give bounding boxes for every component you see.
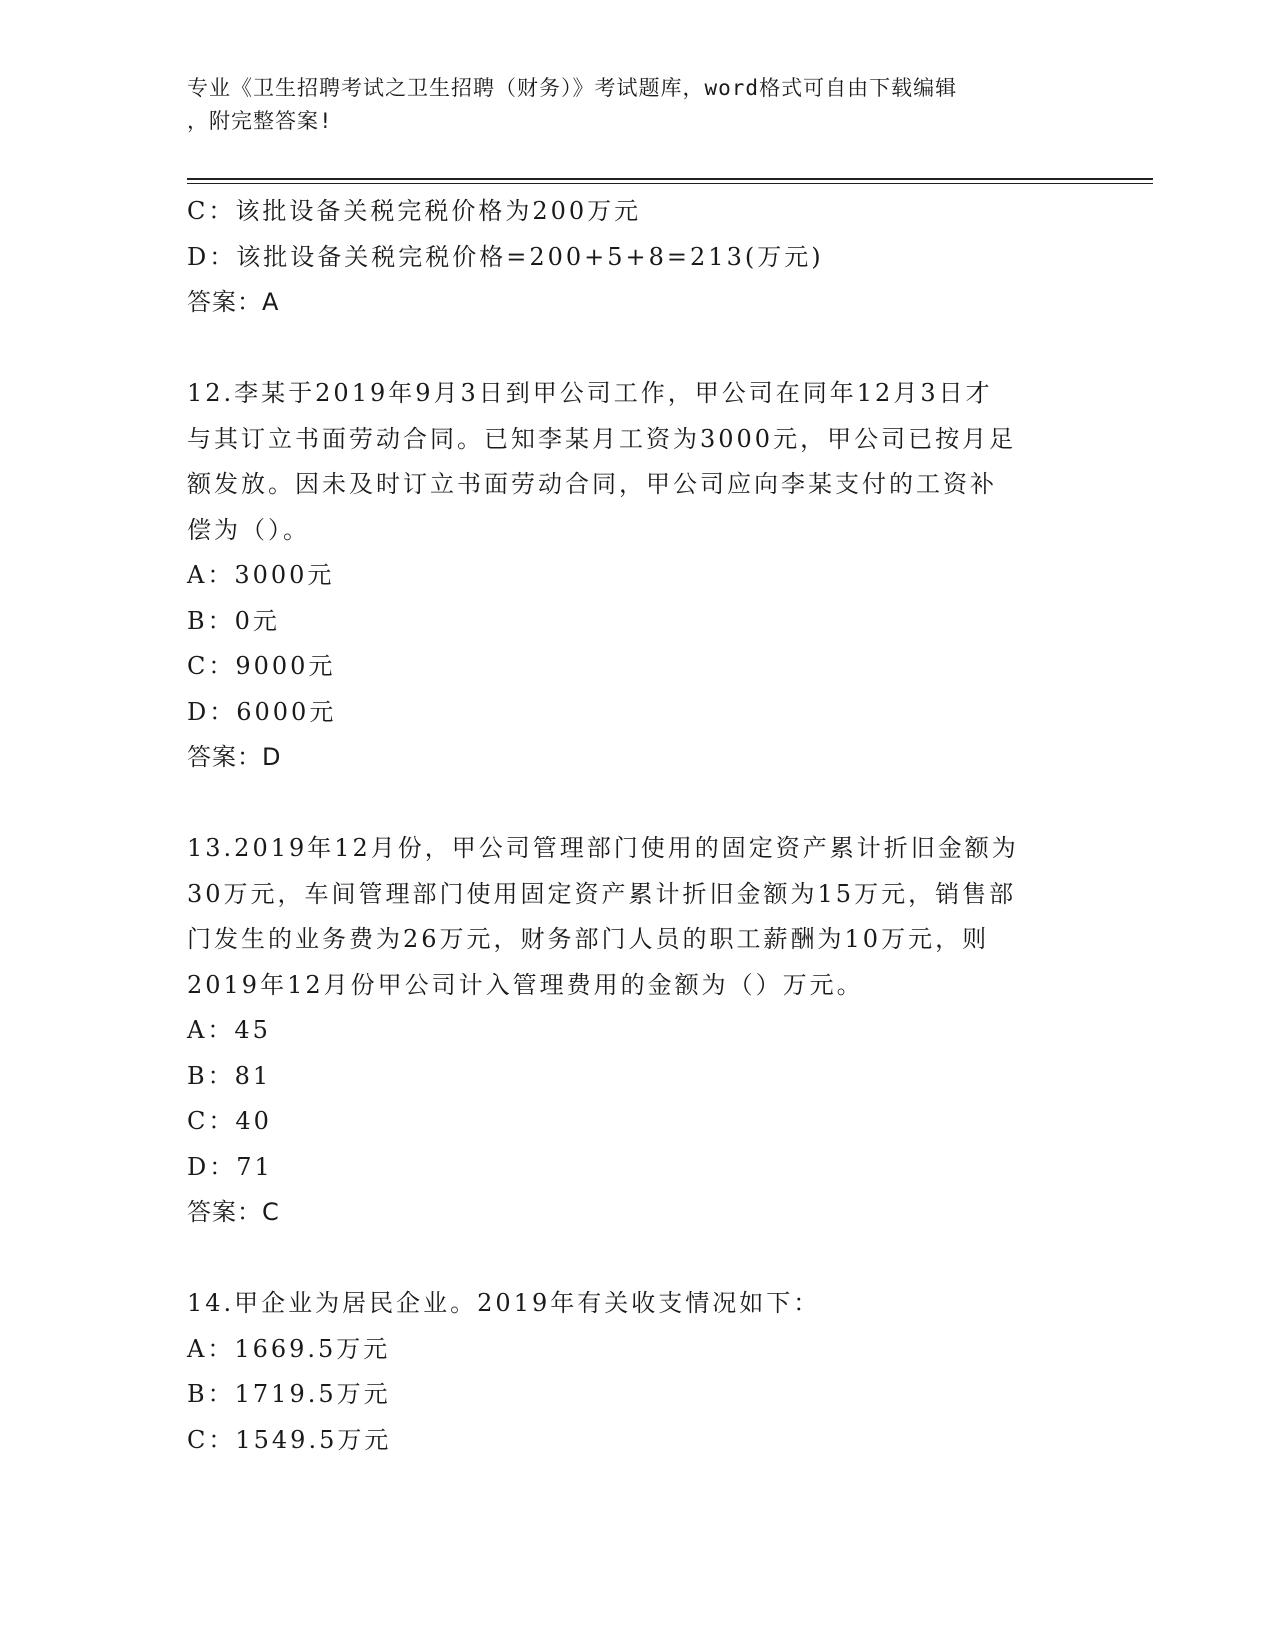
- option-b: B：81: [187, 1061, 272, 1090]
- answer-line: 答案：C: [187, 1198, 280, 1226]
- option-a: A：1669.5万元: [187, 1334, 391, 1363]
- question-text-line: 13.2019年12月份，甲公司管理部门使用的固定资产累计折旧金额为: [187, 834, 1019, 862]
- question-text-line: 门发生的业务费为26万元，财务部门人员的职工薪酬为10万元，则: [187, 925, 990, 953]
- answer-line: 答案：D: [187, 743, 282, 771]
- spacer: [187, 326, 1087, 372]
- question-text-line: 12.李某于2019年9月3日到甲公司工作，甲公司在同年12月3日才: [187, 379, 993, 407]
- spacer: [187, 1236, 1087, 1282]
- question-14: [187, 1281, 1087, 1463]
- option-c: C：9000元: [187, 652, 336, 680]
- option-a: A：45: [187, 1016, 271, 1044]
- header-line-1: 专业《卫生招聘考试之卫生招聘（财务）》考试题库，word格式可自由下载编辑: [187, 76, 958, 100]
- question-text-line: 14.甲企业为居民企业。2019年有关收支情况如下：: [187, 1289, 821, 1317]
- question-12: [187, 371, 1087, 781]
- option-b: B：1719.5万元: [187, 1380, 391, 1408]
- option-b: B：0元: [187, 606, 280, 635]
- option-d: D：6000元: [187, 697, 337, 726]
- question-11-tail: [187, 189, 1087, 326]
- option-d: D：该批设备关税完税价格=200+5+8=213(万元): [187, 242, 824, 271]
- option-d: D：71: [187, 1152, 273, 1181]
- header-divider-thick: [187, 178, 1153, 180]
- spacer: [187, 781, 1087, 827]
- question-text-line: 2019年12月份甲公司计入管理费用的金额为（）万元。: [187, 970, 864, 999]
- question-content: [187, 189, 1087, 1463]
- option-c: C：1549.5万元: [187, 1425, 392, 1454]
- question-text-line: 30万元，车间管理部门使用固定资产累计折旧金额为15万元，销售部: [187, 879, 1017, 908]
- question-text-line: 额发放。因未及时订立书面劳动合同，甲公司应向李某支付的工资补: [187, 470, 997, 498]
- option-c: C：该批设备关税完税价格为200万元: [187, 197, 642, 225]
- header-line-2: ，附完整答案!: [187, 109, 333, 133]
- question-text-line: 偿为（）。: [187, 515, 310, 544]
- header-divider-thin: [187, 183, 1153, 184]
- question-text-line: 与其订立书面劳动合同。已知李某月工资为3000元，甲公司已按月足: [187, 424, 1017, 453]
- answer-line: 答案：A: [187, 288, 280, 316]
- option-c: C：40: [187, 1107, 272, 1135]
- option-a: A：3000元: [187, 561, 335, 589]
- question-13: [187, 826, 1087, 1236]
- document-header: [187, 72, 1067, 138]
